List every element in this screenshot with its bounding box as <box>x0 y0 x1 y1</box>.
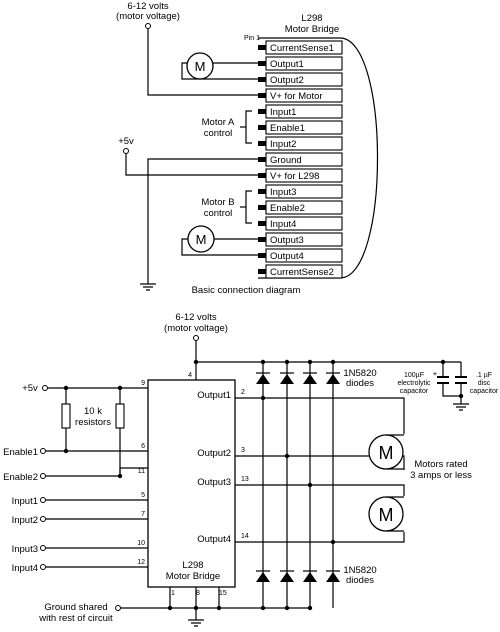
top-pin <box>258 233 342 246</box>
bottom-ground-label-2: with rest of circuit <box>39 613 113 624</box>
top-motor-a-bracket <box>246 111 252 143</box>
top-pin <box>258 201 342 214</box>
top-motor-b-letter: M <box>195 232 207 247</box>
top-chip-name: L298 <box>301 13 323 24</box>
bottom-pin-15: 15 <box>219 590 227 597</box>
bottom-chip-ground-pins <box>170 587 219 620</box>
bottom-disc-capacitor <box>455 377 467 383</box>
top-pin <box>258 217 342 230</box>
top-supply-label-2: (motor voltage) <box>116 11 180 22</box>
diode-top <box>256 373 270 384</box>
top-chip-sub: Motor Bridge <box>284 24 340 35</box>
bottom-pin-9: 9 <box>141 380 145 387</box>
bottom-cap2-line1: .1 µF <box>475 372 493 379</box>
bottom-plus5-terminal <box>43 386 48 391</box>
top-pin1-label: Pin 1 <box>244 35 260 42</box>
bottom-chip-output4: Output4 <box>197 534 231 545</box>
diode-bottom <box>256 571 270 582</box>
diode-top <box>303 373 317 384</box>
bottom-supply-label-1: 6-12 volts <box>175 312 217 323</box>
bottom-pin-12: 12 <box>137 559 145 566</box>
top-supply-label-1: 6-12 volts <box>127 1 169 12</box>
bottom-pin-14: 14 <box>241 533 249 540</box>
diode-top <box>326 373 340 384</box>
diode-bottom <box>326 571 340 582</box>
top-motor-a-label-1: Motor A <box>201 117 235 128</box>
bottom-supply-terminal <box>194 336 199 341</box>
top-motor-b-bracket <box>246 191 252 223</box>
bottom-diagram <box>3 312 499 626</box>
bottom-resistor-label-1: 10 k <box>84 406 102 417</box>
bottom-enable1-label: Enable1 <box>3 447 38 458</box>
bottom-pin-2: 2 <box>241 389 245 396</box>
top-pin <box>258 73 342 86</box>
bottom-cap-plus: + <box>432 369 438 378</box>
top-plus5-wire <box>126 154 258 175</box>
top-motor-a-letter: M <box>194 59 206 74</box>
bottom-ground-symbol <box>188 620 204 626</box>
bottom-diode-bottom-label-2: diodes <box>346 575 374 586</box>
top-pin <box>258 137 342 150</box>
bottom-cap2-line2: disc <box>477 380 491 387</box>
bottom-pin-6: 6 <box>141 443 145 450</box>
top-plus5-label: +5v <box>118 136 134 147</box>
bottom-ground-label-1: Ground shared <box>44 602 108 613</box>
bottom-cap2-line3: capacitor <box>469 388 499 395</box>
bottom-enable2-label: Enable2 <box>3 472 38 483</box>
top-pin <box>258 185 342 198</box>
top-diagram <box>116 1 377 296</box>
bottom-motors-note-1: Motors rated <box>414 459 468 470</box>
bottom-pin-8: 8 <box>196 590 200 597</box>
bottom-chip-name: L298 <box>182 560 204 571</box>
diode-bottom <box>280 571 294 582</box>
svg-text:V+ for L298: V+ for L298 <box>270 171 320 182</box>
bottom-resistor-1 <box>62 404 70 428</box>
top-pin <box>258 249 342 262</box>
svg-text:Enable2: Enable2 <box>270 203 305 214</box>
top-ground-wire <box>148 159 258 284</box>
bottom-cap-ground <box>453 404 469 410</box>
top-pin <box>258 89 342 102</box>
bottom-pin-7: 7 <box>141 511 145 518</box>
top-supply-terminal <box>146 24 151 29</box>
bottom-cap1-line1: 100µF <box>404 372 424 379</box>
bottom-motors-note-2: 3 amps or less <box>410 470 472 481</box>
svg-text:Output1: Output1 <box>270 59 304 70</box>
bottom-pin-3: 3 <box>241 447 245 454</box>
bottom-pin-11: 11 <box>137 468 145 475</box>
svg-text:Enable1: Enable1 <box>270 123 305 134</box>
bottom-resistor-2 <box>116 404 124 428</box>
svg-text:CurrentSense1: CurrentSense1 <box>270 43 334 54</box>
bottom-diode-top-label-1: 1N5820 <box>343 368 377 379</box>
bottom-diode-bottom-label-1: 1N5820 <box>343 565 377 576</box>
svg-text:Output2: Output2 <box>270 75 304 86</box>
top-pin <box>258 153 342 166</box>
bottom-cap1-line3: capacitor <box>399 388 429 395</box>
bottom-input3-label: Input3 <box>11 544 38 555</box>
bottom-cap1-line2: electrolytic <box>397 380 431 387</box>
top-caption: Basic connection diagram <box>191 285 301 296</box>
top-pin <box>258 169 342 182</box>
svg-text:V+ for Motor: V+ for Motor <box>270 91 323 102</box>
svg-text:Output4: Output4 <box>270 251 304 262</box>
bottom-chip-output2: Output2 <box>197 448 231 459</box>
bottom-output3-wire <box>235 485 404 496</box>
diode-bottom <box>303 571 317 582</box>
top-pin-list <box>258 41 342 278</box>
svg-text:Input1: Input1 <box>270 107 297 118</box>
top-ground-symbol <box>140 284 156 290</box>
bottom-input2-label: Input2 <box>11 515 38 526</box>
bottom-resistor-label-2: resistors <box>75 417 111 428</box>
svg-text:Input2: Input2 <box>270 139 297 150</box>
bottom-input4-label: Input4 <box>11 563 38 574</box>
bottom-chip-output3: Output3 <box>197 477 231 488</box>
bottom-output4-wire <box>235 532 404 542</box>
top-pin <box>258 41 342 54</box>
top-pin <box>258 121 342 134</box>
top-plus5-terminal <box>124 149 129 154</box>
svg-text:CurrentSense2: CurrentSense2 <box>270 267 334 278</box>
top-motor-a-label-2: control <box>203 128 233 139</box>
top-pin <box>258 105 342 118</box>
top-motor-b-label-1: Motor B <box>201 197 235 208</box>
bottom-pin-5: 5 <box>141 492 145 499</box>
diode-top <box>280 373 294 384</box>
bottom-input1-label: Input1 <box>11 496 38 507</box>
bottom-motor-1-letter: M <box>378 443 394 463</box>
top-pin <box>258 57 342 70</box>
bottom-chip-output1: Output1 <box>197 390 231 401</box>
bottom-output1-wire <box>235 398 404 434</box>
bottom-pin-13: 13 <box>241 476 249 483</box>
bottom-diode-top-label-2: diodes <box>346 378 374 389</box>
bottom-plus5-label: +5v <box>22 383 38 394</box>
bottom-ground-terminal <box>116 606 121 611</box>
bottom-motor-2-letter: M <box>378 505 394 525</box>
top-pin <box>258 265 342 278</box>
bottom-pin-4: 4 <box>188 372 192 379</box>
bottom-pin-1: 1 <box>171 590 175 597</box>
bottom-electrolytic-capacitor <box>437 377 449 383</box>
bottom-pin-10: 10 <box>137 540 145 547</box>
svg-text:Ground: Ground <box>270 155 302 166</box>
bottom-supply-label-2: (motor voltage) <box>164 323 228 334</box>
svg-text:Input4: Input4 <box>270 219 297 230</box>
top-motor-b-label-2: control <box>203 208 233 219</box>
bottom-chip-sub: Motor Bridge <box>165 571 221 582</box>
svg-text:Input3: Input3 <box>270 187 297 198</box>
svg-text:Output3: Output3 <box>270 235 304 246</box>
